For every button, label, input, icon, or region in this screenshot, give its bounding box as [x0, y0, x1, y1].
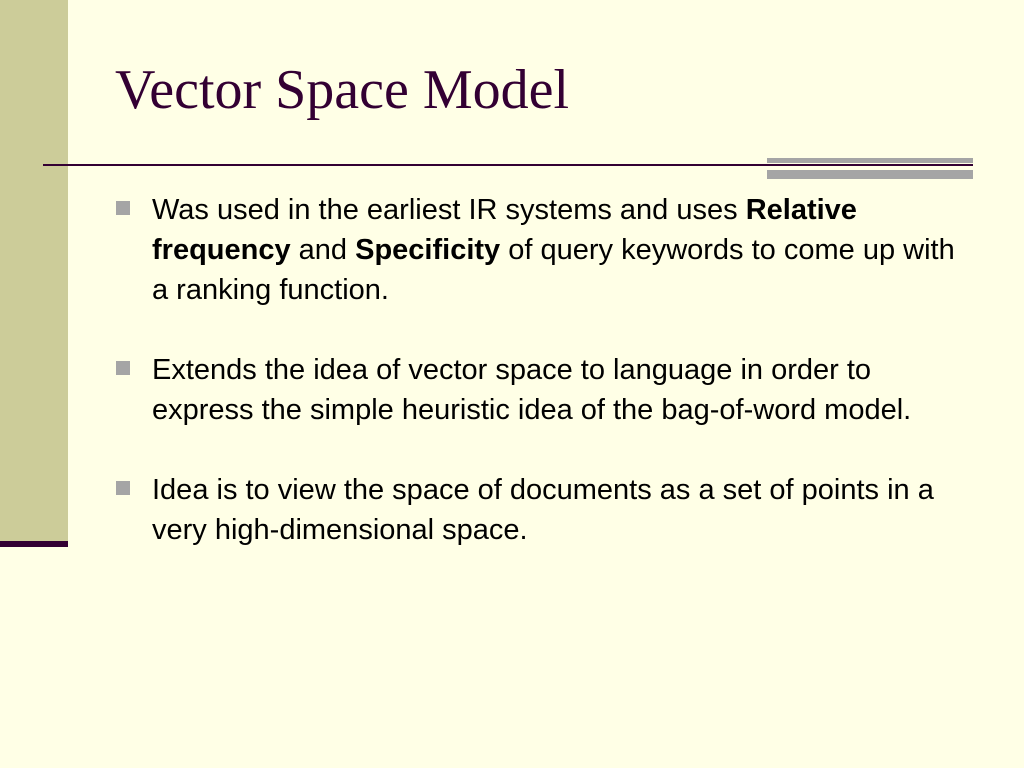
accent-bar-top	[767, 158, 973, 163]
bullet-item	[116, 470, 976, 550]
square-bullet-icon	[116, 481, 130, 495]
accent-bars	[767, 158, 973, 180]
left-decorative-band	[0, 0, 68, 541]
accent-bar-bottom	[767, 170, 973, 179]
bullet-text-part: of query keywords to come up with a ranking function.	[152, 234, 955, 306]
square-bullet-icon	[116, 201, 130, 215]
bullet-item	[116, 190, 976, 310]
bullet-text-part: and	[290, 234, 356, 266]
slide-title: Vector Space Model	[115, 59, 570, 121]
left-band-rule	[0, 541, 68, 547]
bullet-text: Idea is to view the space of documents as a set of points in a very high-dimensional space.	[152, 474, 934, 546]
bullet-text-part: Was used in the earliest IR systems and uses	[152, 194, 746, 226]
bullet-text: Extends the idea of vector space to language in order to express the simple heuristic idea of the bag-of-word model.	[152, 354, 912, 426]
bold-term-specificity: Specificity	[355, 234, 501, 266]
bullet-text	[152, 190, 976, 310]
bold-term-relative-frequency: Relative frequency	[152, 194, 857, 266]
bullet-item	[116, 350, 976, 430]
bullet-list	[116, 190, 976, 590]
square-bullet-icon	[116, 361, 130, 375]
